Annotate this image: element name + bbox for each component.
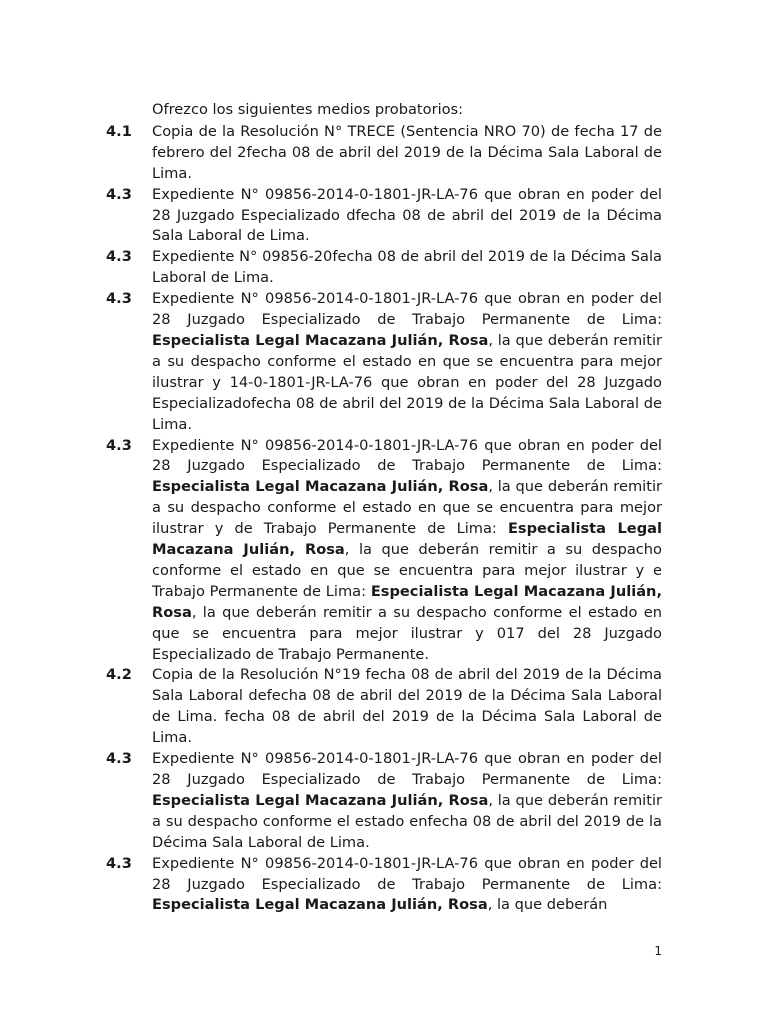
item-text	[152, 749, 662, 854]
text-segment: Copia de la Resolución N°19 fecha 08 de abril del 2019 de la Décima Sala Laboral defecha 08 de abril del 2019 de la Décima Sala Laboral de Lima. fecha 08 de abril del 2019 de la Décima Sala Laboral de Lima.	[152, 666, 662, 747]
text-segment: , la que deberán remitir a su despacho conforme el estado en que se encuentra para mejor ilustrar y de Trabajo Permanente de Lima:	[152, 478, 662, 538]
list-item	[104, 749, 662, 854]
item-number: 4.3	[106, 436, 132, 454]
list-item	[104, 122, 662, 185]
item-text	[152, 665, 662, 749]
bold-text-segment: Especialista Legal Macazana Julián, Rosa	[152, 896, 488, 914]
list-item	[104, 289, 662, 435]
text-segment: Expediente N° 09856-2014-0-1801-JR-LA-76 que obran en poder del 28 Juzgado Especializado de Trabajo Permanente de Lima:	[152, 290, 662, 329]
item-text	[152, 185, 662, 248]
item-text	[152, 436, 662, 666]
page-number: 1	[654, 944, 662, 958]
item-text	[152, 247, 662, 289]
text-segment: Expediente N° 09856-20fecha 08 de abril del 2019 de la Décima Sala Laboral de Lima.	[152, 248, 662, 287]
item-number: 4.2	[106, 666, 132, 684]
text-segment: Expediente N° 09856-2014-0-1801-JR-LA-76 que obran en poder del 28 Juzgado Especializado de Trabajo Permanente de Lima:	[152, 436, 662, 475]
item-number: 4.3	[106, 750, 132, 768]
text-segment: , la que deberán remitir a su despacho conforme el estado en que se encuentra para mejor ilustrar y 017 del 28 Juzgado Especializado de Trabajo Permanente.	[152, 603, 662, 663]
text-segment: , la que deberán remitir a su despacho conforme el estado en que se encuentra para mejor ilustrar y 14-0-1801-JR-LA-76 que obran en poder del 28 Juzgado Especializadofecha 08 de abril del 2019 de la Décima Sala Laboral de Lima.	[152, 331, 662, 433]
item-number: 4.3	[106, 854, 132, 872]
item-number: 4.1	[106, 122, 132, 140]
bold-text-segment: Especialista Legal Macazana Julián, Rosa	[152, 520, 662, 559]
text-segment: Expediente N° 09856-2014-0-1801-JR-LA-76 que obran en poder del 28 Juzgado Especializado de Trabajo Permanente de Lima:	[152, 750, 662, 788]
bold-text-segment: Especialista Legal Macazana Julián, Rosa	[152, 791, 489, 809]
text-segment: Expediente N° 09856-2014-0-1801-JR-LA-76 que obran en poder del 28 Juzgado Especializado dfecha 08 de abril del 2019 de la Décima Sala Laboral de Lima.	[152, 185, 662, 245]
evidence-list	[104, 122, 662, 916]
item-text	[152, 289, 662, 435]
bold-text-segment: Especialista Legal Macazana Julián, Rosa	[152, 478, 489, 496]
item-number: 4.3	[106, 185, 132, 203]
intro-paragraph: Ofrezco los siguientes medios probatorios:	[152, 101, 464, 118]
list-item	[104, 665, 662, 749]
item-text	[152, 854, 662, 917]
text-segment: , la que deberán remitir a su despacho conforme el estado enfecha 08 de abril del 2019 de la Décima Sala Laboral de Lima.	[152, 791, 662, 851]
list-item	[104, 854, 662, 917]
bold-text-segment: Especialista Legal Macazana Julián, Rosa	[152, 582, 662, 621]
text-segment: , la que deberán remitir a su despacho conforme el estado en que se encuentra para mejor ilustrar y e Trabajo Permanente de Lima:	[152, 541, 662, 600]
item-number: 4.3	[106, 290, 132, 308]
list-item	[104, 436, 662, 666]
list-item	[104, 185, 662, 248]
text-segment: Expediente N° 09856-2014-0-1801-JR-LA-76 que obran en poder del 28 Juzgado Especializado de Trabajo Permanente de Lima:	[152, 854, 662, 893]
item-number: 4.3	[106, 248, 132, 266]
text-segment: Copia de la Resolución N° TRECE (Sentencia NRO 70) de fecha 17 de febrero del 2fecha 08 de abril del 2019 de la Décima Sala Laboral de Lima.	[152, 122, 662, 182]
bold-text-segment: Especialista Legal Macazana Julián, Rosa	[152, 331, 489, 349]
list-item	[104, 247, 662, 289]
item-text	[152, 122, 662, 185]
document-body	[104, 100, 662, 916]
text-segment: , la que deberán	[487, 896, 608, 914]
